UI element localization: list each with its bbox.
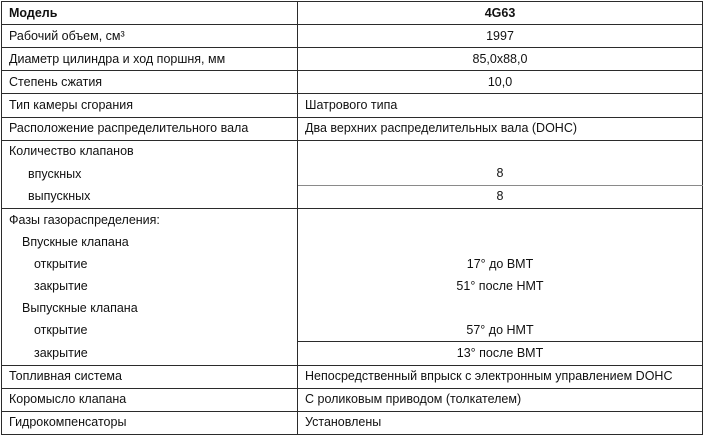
model-label: Модель	[2, 2, 298, 25]
timing-exhaust-open-label: открытие	[2, 319, 298, 342]
displacement-value: 1997	[298, 25, 703, 48]
table-row-exhaust-open	[2, 319, 703, 342]
table-row-exhaust-close	[2, 342, 703, 365]
table-row-intake-group	[2, 231, 703, 253]
table-row-intake-open	[2, 253, 703, 275]
compression-value: 10,0	[298, 71, 703, 94]
table-row-fuel	[2, 365, 703, 388]
timing-intake-group-blank	[298, 231, 703, 253]
bore-stroke-value: 85,0x88,0	[298, 48, 703, 71]
lifters-value: Установлены	[298, 411, 703, 434]
timing-intake-close-label: закрытие	[2, 275, 298, 297]
table-row-chamber	[2, 94, 703, 117]
compression-label: Степень сжатия	[2, 71, 298, 94]
valves-blank	[298, 140, 703, 163]
timing-intake-open-value: 17° до ВМТ	[298, 253, 703, 275]
table-row-bore-stroke	[2, 48, 703, 71]
valves-intake-label: впускных	[2, 163, 298, 186]
model-value: 4G63	[298, 2, 703, 25]
valves-intake-value: 8	[298, 163, 703, 186]
table-row-timing	[2, 208, 703, 231]
table-row-exhaust-group	[2, 297, 703, 319]
timing-intake-open-label: открытие	[2, 253, 298, 275]
timing-exhaust-group-blank	[298, 297, 703, 319]
engine-spec-table	[1, 1, 703, 435]
table-row-compression	[2, 71, 703, 94]
timing-exhaust-open-value: 57° до НМТ	[298, 319, 703, 342]
timing-intake-group-label: Впускные клапана	[2, 231, 298, 253]
bore-stroke-label: Диаметр цилиндра и ход поршня, мм	[2, 48, 298, 71]
table-row-valves-exhaust	[2, 185, 703, 208]
chamber-value: Шатрового типа	[298, 94, 703, 117]
table-row-valves-intake	[2, 163, 703, 186]
timing-blank	[298, 208, 703, 231]
table-row-rocker	[2, 388, 703, 411]
fuel-label: Топливная система	[2, 365, 298, 388]
lifters-label: Гидрокомпенсаторы	[2, 411, 298, 434]
displacement-label: Рабочий объем, см³	[2, 25, 298, 48]
valves-exhaust-label: выпускных	[2, 185, 298, 208]
timing-exhaust-close-label: закрытие	[2, 342, 298, 365]
valves-label: Количество клапанов	[2, 140, 298, 163]
rocker-value: С роликовым приводом (толкателем)	[298, 388, 703, 411]
rocker-label: Коромысло клапана	[2, 388, 298, 411]
chamber-label: Тип камеры сгорания	[2, 94, 298, 117]
table-row-camshaft	[2, 117, 703, 140]
timing-label: Фазы газораспределения:	[2, 208, 298, 231]
fuel-value: Непосредственный впрыск с электронным управлением DOHC	[298, 365, 703, 388]
timing-exhaust-group-label: Выпускные клапана	[2, 297, 298, 319]
valves-exhaust-value: 8	[298, 185, 703, 208]
table-row-displacement	[2, 25, 703, 48]
table-row-lifters	[2, 411, 703, 434]
timing-exhaust-close-value: 13° после ВМТ	[298, 342, 703, 365]
camshaft-label: Расположение распределительного вала	[2, 117, 298, 140]
timing-intake-close-value: 51° после НМТ	[298, 275, 703, 297]
table-row-valves	[2, 140, 703, 163]
table-row-model	[2, 2, 703, 25]
camshaft-value: Два верхних распределительных вала (DOHC)	[298, 117, 703, 140]
table-row-intake-close	[2, 275, 703, 297]
